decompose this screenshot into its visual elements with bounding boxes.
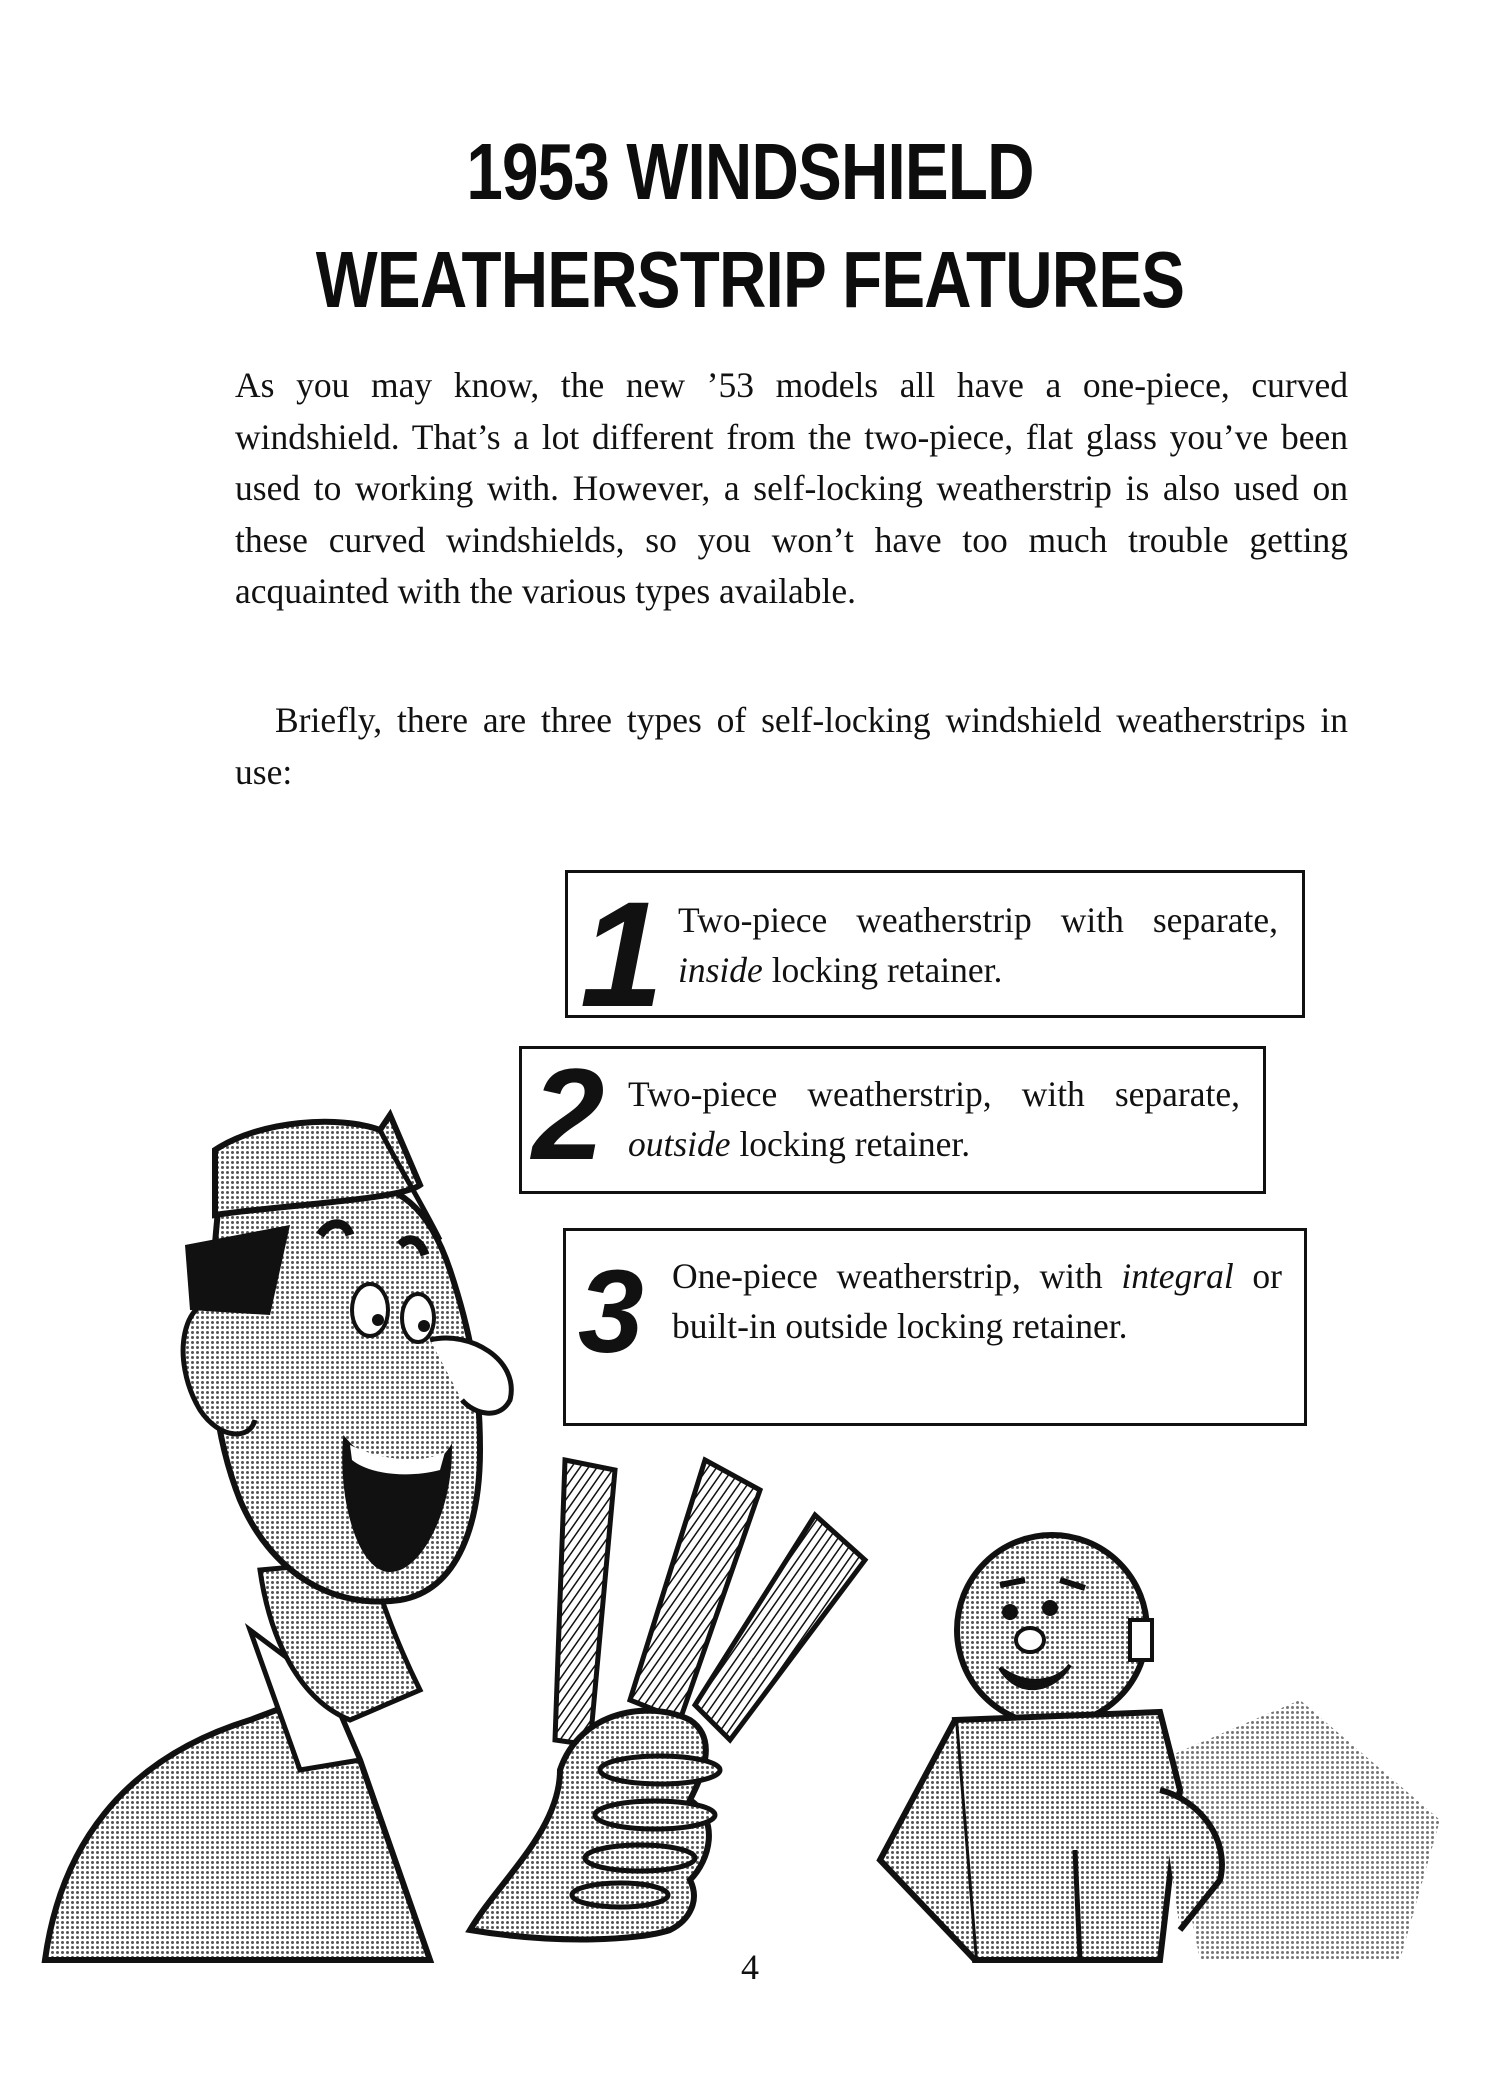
type-2-emphasis: outside: [628, 1124, 731, 1164]
type-1-emphasis: inside: [678, 950, 763, 990]
type-1-number: 1: [580, 870, 664, 1038]
type-2-box: [519, 1041, 1266, 1194]
type-3-box: [563, 1228, 1307, 1426]
page-title-line-1: 1953 WINDSHIELD: [466, 127, 1034, 216]
intro-paragraph: As you may know, the new ’53 models all have a one-piece, curved windshield. That’s a lot different from the two-piece, flat glass you’ve been used to working with. However, a self-locking weatherstrip is also used on these curved windshields, so you won’t have too much trouble getting acquainted with the various types available.: [235, 365, 1348, 611]
type-2-number: 2: [532, 1041, 605, 1187]
type-1-box: [565, 870, 1305, 1038]
page-number: 4: [741, 1947, 759, 1987]
type-2-description: Two-piece weatherstrip, with separate, outside locking retainer.: [628, 1074, 1240, 1164]
type-1-description: Two-piece weatherstrip with separate, inside locking retainer.: [678, 900, 1278, 990]
type-3-description: One-piece weatherstrip, with integral or built-in outside locking retainer.: [672, 1256, 1282, 1346]
mechanic-shirt: [45, 1690, 430, 1960]
robot-character: [880, 1535, 1440, 1960]
weatherstrip-samples: [555, 1460, 865, 1745]
type-3-emphasis: integral: [1121, 1256, 1234, 1296]
type-3-number: 3: [578, 1246, 644, 1378]
page-title-line-2: WEATHERSTRIP FEATURES: [315, 235, 1185, 324]
types-intro-paragraph: Briefly, there are three types of self-locking windshield weatherstrips in use:: [235, 700, 1348, 792]
